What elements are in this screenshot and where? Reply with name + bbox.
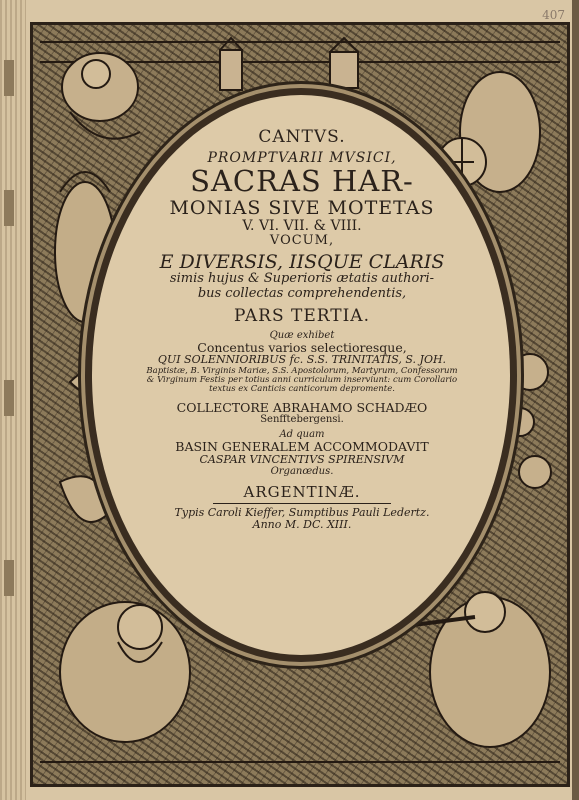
edge-mark [4,560,14,596]
description-line2: QUI SOLENNIORIBUS fc. S.S. TRINITATIS, S. JOH. [157,353,447,367]
description-line5: textus ex Canticis canticorum depromente. [209,384,395,395]
voices: V. VI. VII. & VIII. [242,217,362,234]
pars-tertia: PARS TERTIA. [234,306,370,327]
edge-mark [4,380,14,416]
edge-mark [4,60,14,96]
subtitle-line3: bus collectas comprehendentis, [197,285,407,301]
description-line4: & Virginum Festis per totius anni curriculum inserviunt: cum Corollario [146,374,458,385]
subtitle-line1: E DIVERSIS, IISQUE CLARIS [159,250,445,273]
description-line1: Concentus varios selectioresque, [197,339,407,355]
title-promptuarii: PROMPTVARII MVSICI, [207,149,397,166]
basso-line2: BASIN GENERALEM ACCOMMODAVIT [175,439,429,455]
title-main-line1: SACRAS HAR- [190,164,414,199]
voice-part: CANTVS. [258,127,346,147]
collector-line1: COLLECTORE ABRAHAMO SCHADÆO [176,399,428,415]
vocum: VOCUM, [269,233,335,249]
imprint-city: ARGENTINÆ. [213,484,390,504]
subtitle-line2: simis hujus & Superioris ætatis authori- [169,271,435,287]
title-page-text [112,128,492,531]
book-spine-edge [0,0,26,800]
basso-line4: Organœdus. [270,466,334,478]
collector-line2: Senfftebergensi. [260,414,344,426]
description-line3: Baptistæ, B. Virginis Mariæ, S.S. Apostolorum, Martyrum, Confessorum [146,365,458,376]
edge-mark [4,190,14,226]
basso-line1: Ad quam [279,429,325,441]
imprint-printer: Typis Caroli Kieffer, Sumptibus Pauli Ledertz. [174,505,430,519]
qua-exhibet: Quæ exhibet [269,329,335,341]
title-main-line2: MONIAS SIVE MOTETAS [169,196,435,219]
imprint-year: Anno M. DC. XIII. [252,517,352,531]
basso-line3: CASPAR VINCENTIVS SPIRENSIVM [199,453,405,467]
page-edge-shadow [572,0,579,800]
page-number: 407 [542,8,565,22]
